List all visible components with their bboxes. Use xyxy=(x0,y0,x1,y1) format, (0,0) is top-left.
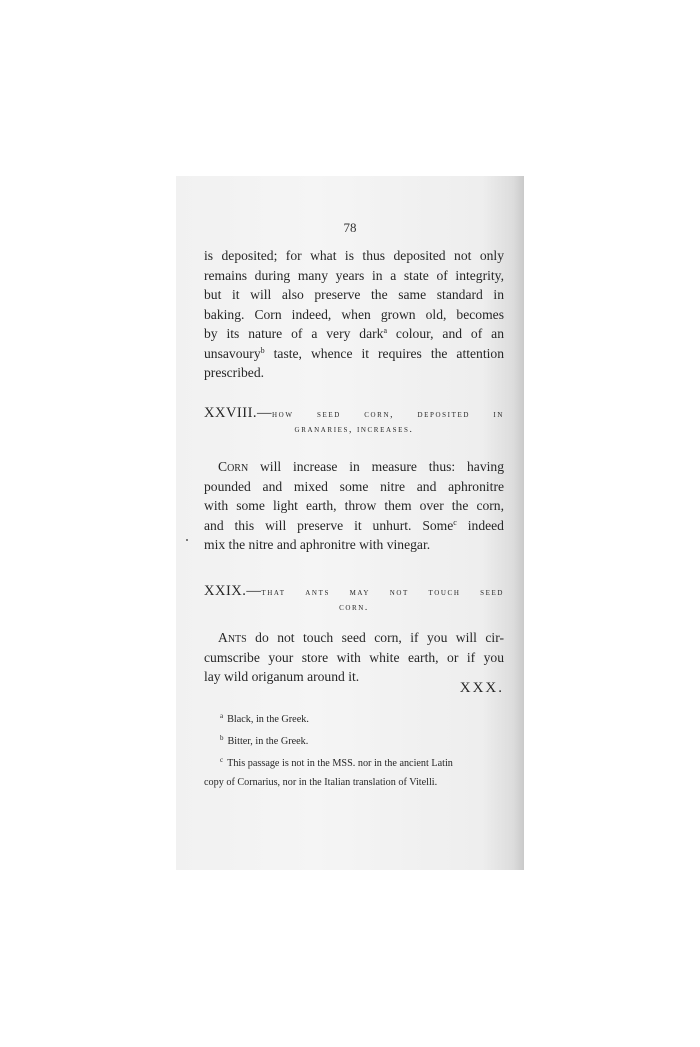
heading-line xyxy=(204,404,504,422)
text-fragment: taste, whence it requires the attention xyxy=(264,345,504,361)
paragraph-seed-corn xyxy=(204,457,504,555)
footnote-mark: b xyxy=(220,734,224,742)
text-line xyxy=(204,457,504,477)
text-line: is deposited; for what is thus deposited not only xyxy=(204,248,504,263)
ink-speck xyxy=(186,539,188,541)
text-line xyxy=(204,324,504,344)
footnote-a xyxy=(204,707,508,729)
text-fragment: do not touch seed corn, if you will cir- xyxy=(246,630,504,645)
text-fragment: and this will preserve it unhurt. Some xyxy=(204,517,454,533)
heading-line xyxy=(204,582,504,600)
text-line xyxy=(204,628,504,648)
footnote-mark: c xyxy=(220,756,224,764)
footnote-text: Bitter, in the Greek. xyxy=(227,736,309,747)
text-line: but it will also preserve the same standard in xyxy=(204,287,504,302)
section-title: that ants may not touch seed xyxy=(261,588,504,598)
section-title: how seed corn, deposited in xyxy=(272,410,504,420)
footnote-ref-b: b xyxy=(260,345,265,355)
section-title-cont: granaries, increases. xyxy=(294,425,414,435)
text-line: with some light earth, throw them over the corn, xyxy=(204,498,504,513)
section-heading-28 xyxy=(204,404,504,435)
footnote-c xyxy=(204,751,508,773)
footnote-ref-c: c xyxy=(453,517,457,527)
paragraph-continuation xyxy=(204,246,504,383)
text-line: baking. Corn indeed, when grown old, becomes xyxy=(204,306,504,322)
text-line: prescribed. xyxy=(204,365,265,380)
text-fragment: colour, and of an xyxy=(387,326,504,341)
text-line xyxy=(204,344,504,364)
lead-word: Corn xyxy=(218,459,249,474)
book-page xyxy=(176,176,524,870)
text-fragment: will increase in measure thus: having xyxy=(248,459,504,474)
lead-word: Ants xyxy=(218,630,247,645)
paragraph-ants xyxy=(204,628,504,687)
text-line: remains during many years in a state of integrity, xyxy=(204,267,504,283)
section-numeral: XXIX.— xyxy=(204,583,262,599)
footnote-mark: a xyxy=(220,712,224,720)
footnote-b xyxy=(204,729,508,751)
page-number: 78 xyxy=(343,220,357,235)
footnote-c-continued xyxy=(204,773,508,792)
catchword: XXX. xyxy=(459,680,504,696)
section-numeral: XXVIII.— xyxy=(204,405,273,421)
footnote-text: This passage is not in the MSS. nor in the ancient Latin xyxy=(227,758,453,769)
text-fragment: unsavoury xyxy=(204,345,261,361)
text-fragment: indeed xyxy=(456,517,504,533)
footnote-ref-a: a xyxy=(383,326,388,335)
text-line: pounded and mixed some nitre and aphronitre xyxy=(204,478,504,494)
text-line xyxy=(204,516,504,536)
text-line: mix the nitre and aphronitre with vinegar. xyxy=(204,537,431,552)
footnote-text: copy of Cornarius, nor in the Italian translation of Vitelli. xyxy=(204,777,438,788)
footnotes xyxy=(204,707,508,792)
section-title-cont: corn. xyxy=(339,603,369,613)
footnote-text: Black, in the Greek. xyxy=(227,714,309,725)
text-line: lay wild origanum around it. xyxy=(204,669,360,684)
section-heading-29 xyxy=(204,582,504,613)
text-line: cumscribe your store with white earth, or if you xyxy=(204,649,504,665)
text-fragment: by its nature of a very dark xyxy=(204,326,384,341)
